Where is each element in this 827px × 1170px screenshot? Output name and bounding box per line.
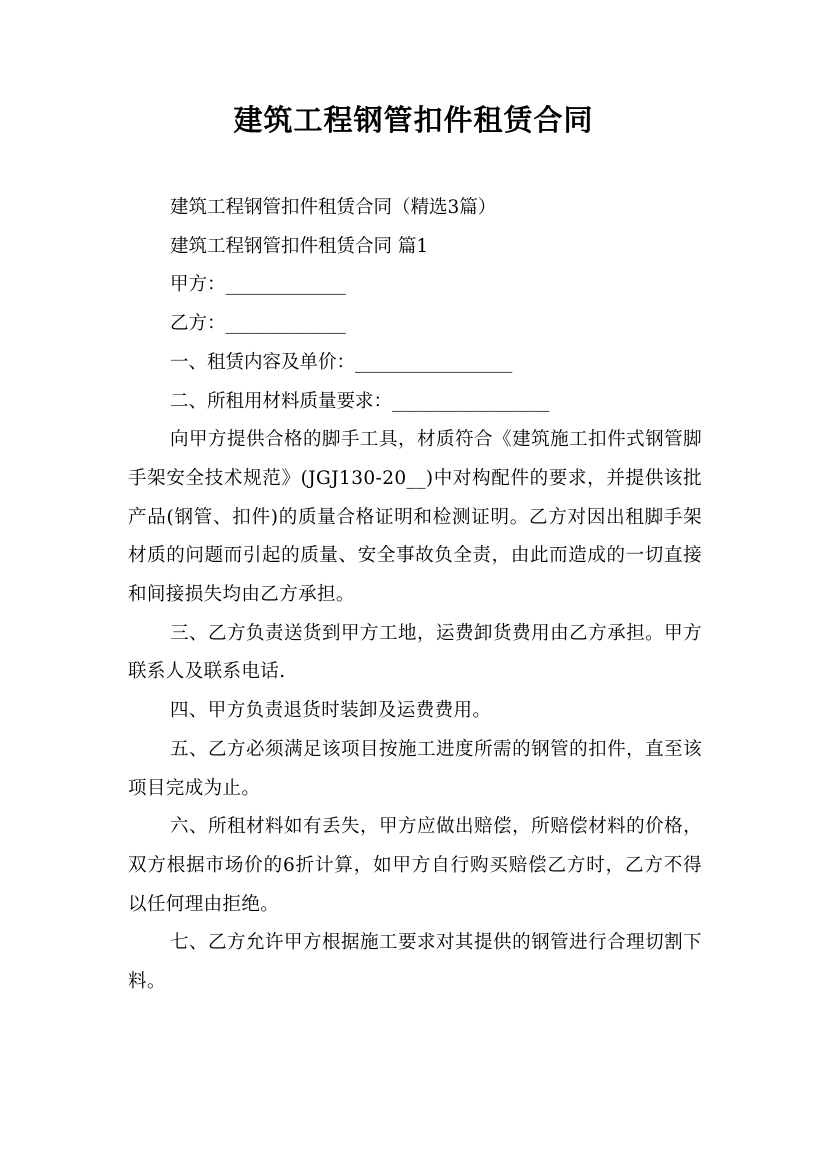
- section-heading: 建筑工程钢管扣件租赁合同 篇1: [170, 235, 429, 257]
- party-a-line: 甲方：_____________: [170, 274, 346, 296]
- document-body: [128, 189, 702, 1002]
- party-b-line: 乙方：_____________: [170, 313, 346, 335]
- clause-7: 七、乙方允许甲方根据施工要求对其提供的钢管进行合理切割下料。: [128, 932, 702, 993]
- document-subtitle: 建筑工程钢管扣件租赁合同（精选3篇）: [170, 197, 497, 218]
- clause-4: 四、甲方负责退货时装卸及运费费用。: [170, 700, 492, 722]
- clause-6: 六、所租材料如有丢失，甲方应做出赔偿，所赔偿材料的价格，双方根据市场价的6折计算，如甲方自行购买赔偿乙方时，乙方不得以任何理由拒绝。: [128, 816, 702, 915]
- clause-1: 一、租赁内容及单价：_________________: [170, 351, 513, 373]
- document-title: 建筑工程钢管扣件租赁合同: [233, 103, 594, 137]
- clause-5: 五、乙方必须满足该项目按施工进度所需的钢管的扣件，直至该项目完成为止。: [128, 738, 702, 799]
- clause-3: 三、乙方负责送货到甲方工地，运费卸货费用由乙方承担。甲方联系人及联系电话.: [128, 622, 702, 683]
- clause-2: 二、所租用材料质量要求：_________________: [170, 390, 550, 412]
- quality-paragraph: 向甲方提供合格的脚手工具，材质符合《建筑施工扣件式钢管脚手架安全技术规范》(JGJ130-20__)中对构配件的要求，并提供该批产品(钢管、扣件)的质量合格证明和检测证明。乙方对因出租脚手架材质的问题而引起的质量、安全事故负全责，由此而造成的一切直接和间接损失均由乙方承担。: [128, 429, 702, 606]
